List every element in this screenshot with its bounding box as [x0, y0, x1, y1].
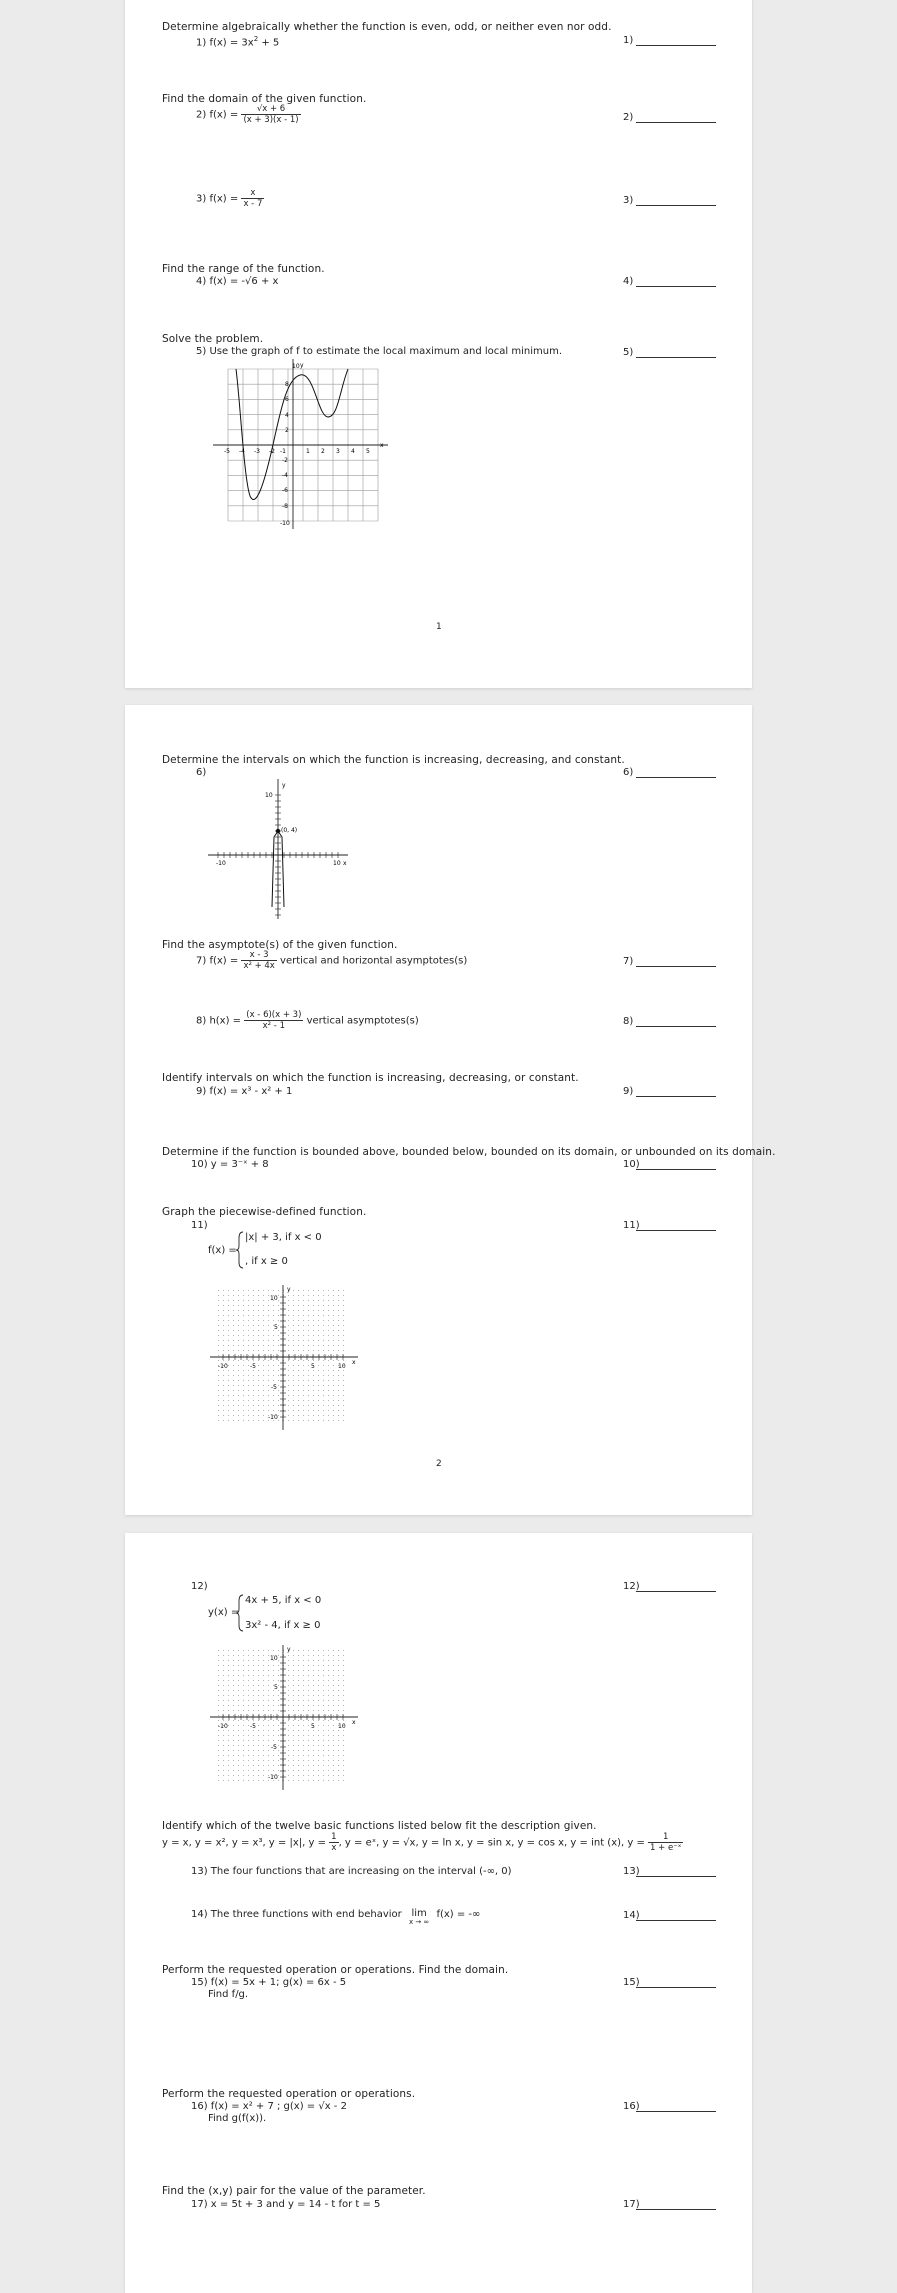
problem-3-numerator: x [241, 188, 264, 199]
graph-11-xtick-5: 5 [311, 1363, 315, 1370]
graph-5-ytick-8: 8 [285, 381, 289, 388]
graph-11-ylabel: y [287, 1286, 291, 1293]
graph-11 [208, 1285, 358, 1435]
problem-14-lim-sub: x → ∞ [408, 1918, 430, 1926]
graph-5-ytick--8: -8 [282, 503, 288, 510]
answer-label-12: 12) [623, 1581, 640, 1592]
problem-2-fraction [241, 104, 300, 125]
problem-7 [196, 950, 467, 971]
problem-7-numerator: x - 3 [241, 950, 276, 961]
graph-11-xtick--5: -5 [250, 1363, 256, 1370]
basic-functions-frac-1-num: 1 [331, 1832, 337, 1842]
problem-1-text: 1) f(x) = 3x [196, 37, 254, 49]
answer-label-9: 9) [623, 1086, 634, 1097]
basic-functions-frac-1 [329, 1832, 338, 1853]
graph-5-ytick--4: -4 [282, 472, 288, 479]
graph-6-ylabel: y [282, 782, 286, 789]
answer-line-4[interactable] [636, 286, 716, 287]
answer-label-7: 7) [623, 956, 634, 967]
answer-label-16: 16) [623, 2101, 640, 2112]
answer-label-10: 10) [623, 1159, 640, 1170]
instruction-asymptotes: Find the asymptote(s) of the given function. [162, 939, 398, 951]
graph-5-curve [236, 369, 348, 499]
graph-5-xtick--5: -5 [224, 448, 230, 455]
answer-line-2[interactable] [636, 122, 716, 123]
answer-line-7[interactable] [636, 966, 716, 967]
answer-line-12[interactable] [636, 1591, 716, 1592]
problem-14-lim-rest: f(x) = -∞ [436, 1909, 481, 1920]
graph-5-ytick--2: -2 [282, 457, 288, 464]
graph-12 [208, 1645, 358, 1795]
basic-functions-list [162, 1832, 683, 1853]
problem-14-text: 14) The three functions with end behavior [191, 1909, 402, 1920]
answer-line-8[interactable] [636, 1026, 716, 1027]
answer-label-2: 2) [623, 112, 634, 123]
graph-5-xtick-5: 5 [366, 448, 370, 455]
graph-12-ylabel: y [287, 1646, 291, 1653]
graph-12-xtick--5: -5 [250, 1723, 256, 1730]
problem-12-case1: 4x + 5, if x < 0 [245, 1595, 322, 1606]
problem-4: 4) f(x) = -√6 + x [196, 276, 279, 287]
problem-16: 16) f(x) = x² + 7 ; g(x) = √x - 2 [191, 2101, 347, 2112]
instruction-operations-domain: Perform the requested operation or operations. Find the domain. [162, 1964, 509, 1976]
answer-line-15[interactable] [636, 1987, 716, 1988]
graph-6-xlabel: x [343, 860, 347, 867]
graph-11-xtick--10: -10 [218, 1363, 228, 1370]
problem-14 [191, 1909, 480, 1927]
problem-1 [196, 35, 279, 48]
instruction-piecewise: Graph the piecewise-defined function. [162, 1206, 367, 1218]
problem-16-sub: Find g(f(x)). [208, 2113, 267, 2124]
basic-functions-frac-1-den: x [331, 1843, 337, 1853]
problem-7-text: 7) f(x) = [196, 955, 239, 967]
problem-14-limit [409, 1909, 429, 1927]
graph-5-xtick--4: -4 [239, 448, 245, 455]
graph-11-ytick--5: -5 [271, 1384, 277, 1391]
problem-11-case1: |x| + 3, if x < 0 [245, 1232, 322, 1243]
problem-13: 13) The four functions that are increasing on the interval (-∞, 0) [191, 1866, 512, 1877]
instruction-bounded: Determine if the function is bounded above, bounded below, bounded on its domain, or unbounded on its domain. [162, 1146, 776, 1158]
answer-label-5: 5) [623, 347, 634, 358]
problem-12-fx: y(x) = [208, 1607, 240, 1618]
answer-line-17[interactable] [636, 2209, 716, 2210]
problem-2-numerator: √x + 6 [241, 104, 300, 115]
instruction-parameter: Find the (x,y) pair for the value of the parameter. [162, 2185, 426, 2197]
problem-3 [196, 188, 264, 209]
problem-2-text: 2) f(x) = [196, 109, 239, 121]
problem-2 [196, 104, 301, 125]
graph-12-xlabel: x [352, 1719, 356, 1726]
graph-5-ytick-4: 4 [285, 412, 289, 419]
instruction-domain: Find the domain of the given function. [162, 93, 367, 105]
answer-label-4: 4) [623, 276, 634, 287]
answer-label-11: 11) [623, 1220, 640, 1231]
graph-5-ylabel: y [300, 362, 304, 369]
problem-9: 9) f(x) = x³ - x² + 1 [196, 1086, 293, 1097]
problem-1-rest: + 5 [258, 37, 280, 49]
page-3 [125, 1533, 752, 2293]
graph-5 [208, 359, 384, 534]
answer-label-8: 8) [623, 1016, 634, 1027]
answer-line-16[interactable] [636, 2111, 716, 2112]
problem-15-sub: Find f/g. [208, 1989, 249, 2000]
graph-11-ytick--10: -10 [268, 1414, 278, 1421]
problem-15: 15) f(x) = 5x + 1; g(x) = 6x - 5 [191, 1977, 347, 1988]
problem-17: 17) x = 5t + 3 and y = 14 - t for t = 5 [191, 2199, 381, 2210]
graph-12-ytick--10: -10 [268, 1774, 278, 1781]
answer-label-14: 14) [623, 1910, 640, 1921]
problem-12: 12) [191, 1581, 208, 1592]
graph-6-point-label: (0, 4) [281, 827, 298, 834]
graph-5-xtick-4: 4 [351, 448, 355, 455]
instruction-identify-intervals: Identify intervals on which the function is increasing, decreasing, or constant. [162, 1072, 579, 1084]
instruction-operations: Perform the requested operation or operations. [162, 2088, 416, 2100]
graph-5-xtick-1: 1 [306, 448, 310, 455]
page-number-2: 2 [436, 1459, 442, 1469]
answer-line-11[interactable] [636, 1230, 716, 1231]
problem-12-case2: 3x² - 4, if x ≥ 0 [245, 1620, 321, 1631]
problem-11-fx: f(x) = [208, 1245, 237, 1256]
graph-5-ytick--6: -6 [282, 487, 288, 494]
graph-5-xtick--3: -3 [254, 448, 260, 455]
basic-functions-frac-2 [648, 1832, 683, 1853]
graph-5-xlabel: x [380, 442, 384, 449]
problem-7-fraction [241, 950, 276, 971]
graph-6-xtick--10: -10 [216, 860, 226, 867]
problem-11-case2: , if x ≥ 0 [245, 1256, 288, 1267]
answer-label-6: 6) [623, 767, 634, 778]
problem-8 [196, 1010, 419, 1031]
answer-label-3: 3) [623, 195, 634, 206]
graph-5-ytick-6: 6 [285, 396, 289, 403]
answer-label-13: 13) [623, 1866, 640, 1877]
problem-3-denominator: x - 7 [243, 199, 263, 209]
basic-functions-text: y = x, y = x², y = x³, y = |x|, y = [162, 1837, 326, 1849]
problem-10: 10) y = 3⁻ˣ + 8 [191, 1159, 269, 1170]
problem-8-fraction [244, 1010, 303, 1031]
answer-line-10[interactable] [636, 1169, 716, 1170]
graph-12-xtick-5: 5 [311, 1723, 315, 1730]
graph-5-xtick-3: 3 [336, 448, 340, 455]
problem-2-denominator: (x + 3)(x - 1) [243, 115, 299, 125]
problem-8-numerator: (x - 6)(x + 3) [246, 1010, 302, 1020]
graph-12-xtick--10: -10 [218, 1723, 228, 1730]
problem-11: 11) [191, 1220, 208, 1231]
instruction-range: Find the range of the function. [162, 263, 325, 275]
graph-12-ytick--5: -5 [271, 1744, 277, 1751]
instruction-solve: Solve the problem. [162, 333, 264, 345]
basic-functions-frac-2-den: 1 + e⁻ˣ [650, 1843, 682, 1853]
page-number-1: 1 [436, 622, 442, 632]
answer-line-14[interactable] [636, 1920, 716, 1921]
answer-line-13[interactable] [636, 1876, 716, 1877]
answer-line-5[interactable] [636, 357, 716, 358]
graph-5-ytick-10: 10 [292, 363, 300, 370]
answer-line-3[interactable] [636, 205, 716, 206]
graph-5-xtick--1: -1 [280, 448, 286, 455]
problem-8-denominator: x² - 1 [262, 1021, 285, 1031]
problem-3-text: 3) f(x) = [196, 193, 239, 205]
answer-line-6[interactable] [636, 777, 716, 778]
problem-11-brace [235, 1230, 245, 1270]
graph-6-ytick-10: 10 [265, 792, 273, 799]
instruction-even-odd: Determine algebraically whether the function is even, odd, or neither even nor odd. [162, 21, 612, 33]
problem-8-rest: vertical asymptotes(s) [306, 1015, 419, 1027]
graph-12-ytick-5: 5 [274, 1684, 278, 1691]
problem-5: 5) Use the graph of f to estimate the local maximum and local minimum. [196, 346, 563, 357]
problem-7-rest: vertical and horizontal asymptotes(s) [280, 955, 468, 967]
graph-6-xtick-10: 10 [333, 860, 341, 867]
graph-6 [208, 779, 348, 919]
answer-line-1[interactable] [636, 45, 716, 46]
instruction-basic-functions: Identify which of the twelve basic functions listed below fit the description given. [162, 1820, 597, 1832]
answer-label-17: 17) [623, 2199, 640, 2210]
problem-8-text: 8) h(x) = [196, 1015, 242, 1027]
graph-11-xtick-10: 10 [338, 1363, 346, 1370]
graph-11-ytick-5: 5 [274, 1324, 278, 1331]
problem-6: 6) [196, 767, 207, 778]
problem-12-brace [235, 1593, 245, 1633]
graph-12-ytick-10: 10 [270, 1655, 278, 1662]
answer-line-9[interactable] [636, 1096, 716, 1097]
graph-5-ytick--10: -10 [280, 520, 290, 527]
graph-6-point [276, 829, 280, 833]
graph-12-xtick-10: 10 [338, 1723, 346, 1730]
instruction-intervals: Determine the intervals on which the function is increasing, decreasing, and constant. [162, 754, 625, 766]
graph-11-ytick-10: 10 [270, 1295, 278, 1302]
graph-5-xtick--2: -2 [269, 448, 275, 455]
basic-functions-text-2: , y = eˣ, y = √x, y = ln x, y = sin x, y = cos x, y = int (x), y = [338, 1837, 645, 1849]
basic-functions-frac-2-num: 1 [648, 1832, 683, 1843]
graph-11-xlabel: x [352, 1359, 356, 1366]
problem-3-fraction [241, 188, 264, 209]
problem-7-denominator: x² + 4x [243, 961, 275, 971]
page-2 [125, 705, 776, 1515]
problem-14-lim: lim [411, 1908, 427, 1919]
page-1 [125, 0, 752, 688]
graph-5-xtick-2: 2 [321, 448, 325, 455]
answer-label-15: 15) [623, 1977, 640, 1988]
problem-1-exp: 2 [253, 35, 259, 43]
graph-5-ytick-2: 2 [285, 427, 289, 434]
answer-label-1: 1) [623, 35, 634, 46]
